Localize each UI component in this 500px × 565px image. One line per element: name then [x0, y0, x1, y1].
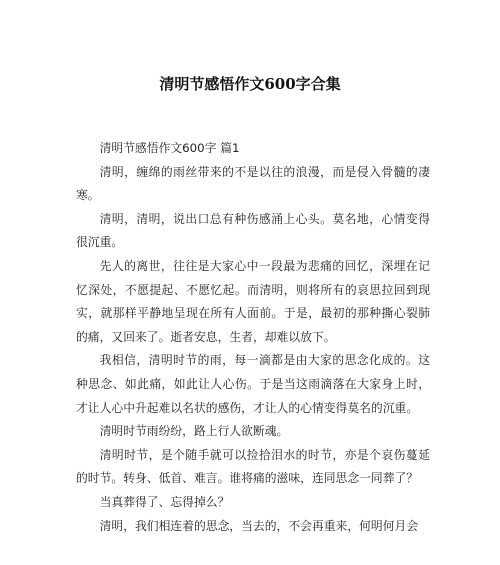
section-heading: 清明节感悟作文600字 篇1 [99, 141, 240, 155]
paragraph-line: 当真葬得了、忘得掉么？ [99, 494, 230, 509]
paragraph-line: 忆深处，不愿提起、不愿忆起。而清明，则将所有的哀思拉回到现 [76, 282, 430, 297]
paragraph-line: 清明时节雨纷纷，路上行人欲断魂。 [99, 424, 289, 439]
paragraph-8 [76, 515, 430, 539]
paragraph-7 [76, 491, 430, 515]
paragraph-line: 我相信，清明时节的雨，每一滴都是由大家的思念化成的。这 [99, 353, 430, 368]
paragraph-line: 清明时节，是个随手就可以捡拾泪水的时节，亦是个哀伤蔓延 [99, 447, 430, 462]
paragraph-line: 的痛，又回来了。逝者安息，生者，却难以放下。 [76, 329, 336, 344]
paragraph-line: 的时节。转身、低首、难言。谁将痛的滋味，连同思念一同葬了？ [76, 471, 419, 486]
paragraph-2 [76, 208, 430, 255]
document-title: 清明节感悟作文600字合集 [159, 75, 341, 93]
paragraph-line: 实，就那样平静地呈现在所有人面前。于是，最初的那种撕心裂肺 [76, 306, 430, 321]
paragraph-line: 清明，缠绵的雨丝带来的不是以往的浪漫，而是侵入骨髓的凄 [99, 164, 430, 179]
paragraph-line: 清明，清明，说出口总有种伤感涌上心头。莫名地，心情变得 [99, 211, 430, 226]
paragraph-line: 先人的离世，往往是大家心中一段最为悲痛的回忆，深埋在记 [99, 258, 430, 273]
paragraph-6 [76, 444, 430, 491]
paragraph-3 [76, 255, 430, 349]
paragraph-line: 很沉重。 [76, 235, 124, 250]
paragraph-5 [76, 420, 430, 444]
paragraph-line: 寒。 [76, 188, 100, 203]
paragraph-line: 才让人心中升起难以名状的感伤，才让人的心情变得莫名的沉重。 [76, 400, 419, 415]
paragraph-line: 清明，我们相连着的思念，当去的，不会再重来，何明何月会 [99, 518, 419, 533]
document-body [76, 137, 430, 538]
paragraph-line: 种思念、如此痛，如此让人心伤。于是当这雨滴落在大家身上时， [76, 376, 430, 391]
paragraph-4 [76, 349, 430, 420]
paragraph-1 [76, 161, 430, 208]
